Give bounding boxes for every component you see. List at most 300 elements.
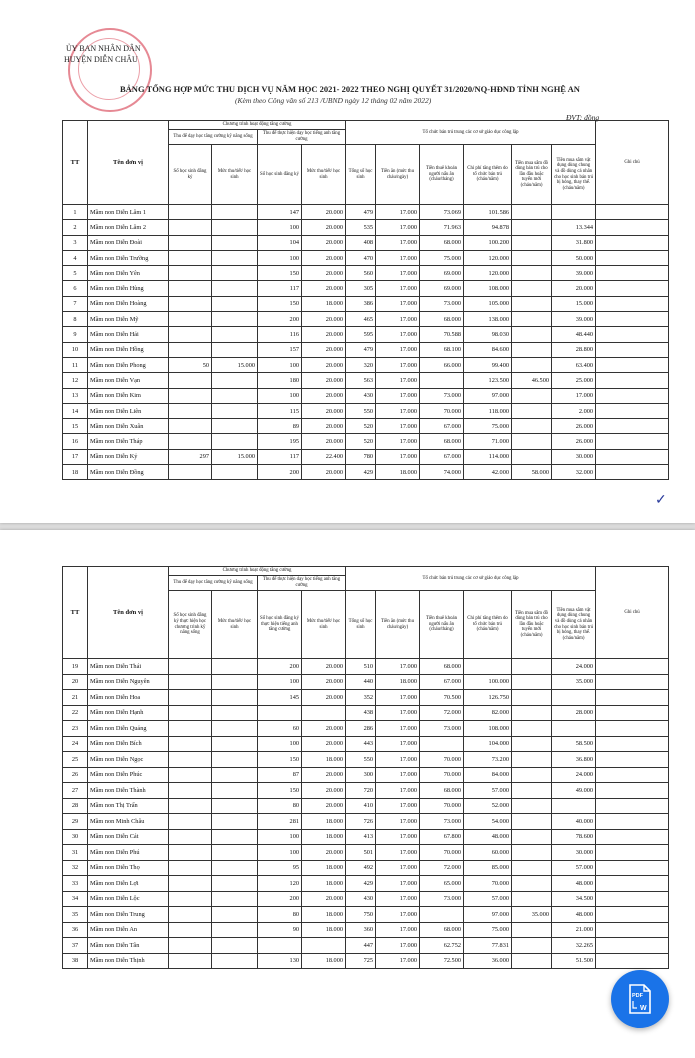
header-repair: Tiền mua sắm vật dụng dùng chung và đồ dùng cá nhân cho học sinh bán trú bị hỏng, thay thế. (cháu/năm) bbox=[552, 145, 596, 205]
cell-english-students bbox=[258, 705, 302, 721]
cell-skills-students bbox=[169, 659, 212, 675]
cell-boarding-cost: 42.000 bbox=[464, 465, 512, 480]
header-total-students: Tổng số học sinh bbox=[346, 145, 376, 205]
cell-school-name: Mầm non Diễn Đồng bbox=[88, 465, 169, 480]
cell-boarding-cost: 48.000 bbox=[464, 829, 512, 845]
cell-purchase-fee bbox=[512, 250, 552, 265]
cell-repair-fee: 21.000 bbox=[552, 922, 596, 938]
cell-skills-fee bbox=[212, 814, 258, 830]
cell-note bbox=[596, 814, 669, 830]
cell-note bbox=[596, 736, 669, 752]
cell-skills-students bbox=[169, 342, 212, 357]
cell-english-students: 180 bbox=[258, 373, 302, 388]
cell-boarding-cost: 57.000 bbox=[464, 783, 512, 799]
cell-cook-fee: 68.000 bbox=[420, 235, 464, 250]
table-row bbox=[63, 814, 669, 830]
cell-english-fee: 20.000 bbox=[302, 434, 346, 449]
cell-note bbox=[596, 845, 669, 861]
fee-table-page-1 bbox=[62, 120, 669, 480]
cell-purchase-fee bbox=[512, 357, 552, 372]
cell-english-fee: 20.000 bbox=[302, 690, 346, 706]
table-row bbox=[63, 296, 669, 311]
cell-total-students: 360 bbox=[346, 922, 376, 938]
cell-note bbox=[596, 907, 669, 923]
header-program-group: Chương trình hoạt động tăng cường bbox=[169, 567, 346, 576]
document-title: BẢNG TỔNG HỢP MỨC THU DỊCH VỤ NĂM HỌC 2021- 2022 THEO NGHỊ QUYẾT 31/2020/NQ-HĐND TỈNH NGHỆ AN bbox=[120, 84, 580, 94]
cell-repair-fee: 13.344 bbox=[552, 220, 596, 235]
cell-boarding-cost: 120.000 bbox=[464, 250, 512, 265]
cell-note bbox=[596, 783, 669, 799]
cell-row-number: 28 bbox=[63, 798, 88, 814]
cell-boarding-cost: 75.000 bbox=[464, 922, 512, 938]
header-boarding-group: Tổ chức bán trú trung các cơ sở giáo dục công lập bbox=[346, 567, 596, 591]
cell-meal-fee: 17.000 bbox=[376, 953, 420, 969]
cell-meal-fee: 17.000 bbox=[376, 659, 420, 675]
cell-school-name: Mầm non Diễn Liên bbox=[88, 403, 169, 418]
cell-meal-fee: 17.000 bbox=[376, 721, 420, 737]
cell-skills-fee bbox=[212, 659, 258, 675]
table-row bbox=[63, 845, 669, 861]
cell-note bbox=[596, 767, 669, 783]
header-reg-students-en: Số học sinh đăng ký bbox=[258, 145, 302, 205]
red-seal-stamp bbox=[68, 28, 152, 112]
table-row bbox=[63, 357, 669, 372]
cell-repair-fee: 48.440 bbox=[552, 327, 596, 342]
cell-school-name: Mầm non Diễn Thái bbox=[88, 659, 169, 675]
cell-english-students: 200 bbox=[258, 891, 302, 907]
table-row bbox=[63, 829, 669, 845]
cell-boarding-cost: 75.000 bbox=[464, 419, 512, 434]
cell-school-name: Mầm non Diễn Mỹ bbox=[88, 312, 169, 327]
cell-repair-fee: 63.400 bbox=[552, 357, 596, 372]
header-fee-per-student: Mức thu/tiết/ học sinh bbox=[212, 591, 258, 659]
cell-row-number: 2 bbox=[63, 220, 88, 235]
cell-purchase-fee bbox=[512, 953, 552, 969]
cell-english-students: 100 bbox=[258, 388, 302, 403]
cell-row-number: 35 bbox=[63, 907, 88, 923]
cell-skills-fee bbox=[212, 721, 258, 737]
cell-meal-fee: 17.000 bbox=[376, 357, 420, 372]
cell-meal-fee: 17.000 bbox=[376, 845, 420, 861]
cell-repair-fee: 32.265 bbox=[552, 938, 596, 954]
cell-total-students: 410 bbox=[346, 798, 376, 814]
cell-skills-students bbox=[169, 419, 212, 434]
cell-boarding-cost: 138.000 bbox=[464, 312, 512, 327]
table-row bbox=[63, 798, 669, 814]
cell-meal-fee: 17.000 bbox=[376, 296, 420, 311]
cell-school-name: Mầm non Diễn Vạn bbox=[88, 373, 169, 388]
cell-purchase-fee bbox=[512, 205, 552, 220]
cell-cook-fee: 70.000 bbox=[420, 403, 464, 418]
cell-boarding-cost: 71.000 bbox=[464, 434, 512, 449]
table-row bbox=[63, 235, 669, 250]
cell-total-students: 429 bbox=[346, 465, 376, 480]
cell-meal-fee: 17.000 bbox=[376, 891, 420, 907]
cell-boarding-cost: 100.200 bbox=[464, 235, 512, 250]
cell-repair-fee: 20.000 bbox=[552, 281, 596, 296]
cell-note bbox=[596, 938, 669, 954]
cell-cook-fee: 72.500 bbox=[420, 953, 464, 969]
cell-skills-students bbox=[169, 674, 212, 690]
cell-skills-students bbox=[169, 845, 212, 861]
cell-skills-fee bbox=[212, 845, 258, 861]
header-meal: Tiền ăn (mức thu cháu/ngày) bbox=[376, 591, 420, 659]
cell-cook-fee: 66.000 bbox=[420, 357, 464, 372]
cell-purchase-fee bbox=[512, 783, 552, 799]
cell-row-number: 17 bbox=[63, 449, 88, 464]
cell-school-name: Mầm non Diễn Lộc bbox=[88, 891, 169, 907]
cell-cook-fee: 70.588 bbox=[420, 327, 464, 342]
table-row bbox=[63, 876, 669, 892]
table-row bbox=[63, 922, 669, 938]
table-row bbox=[63, 938, 669, 954]
cell-skills-students bbox=[169, 403, 212, 418]
cell-english-fee: 20.000 bbox=[302, 767, 346, 783]
unit-label: ĐVT: đồng bbox=[566, 113, 600, 122]
cell-school-name: Mầm non Diễn Hoa bbox=[88, 690, 169, 706]
table-row bbox=[63, 953, 669, 969]
cell-repair-fee: 39.000 bbox=[552, 312, 596, 327]
cell-repair-fee: 2.000 bbox=[552, 403, 596, 418]
cell-cook-fee: 68.100 bbox=[420, 342, 464, 357]
cell-total-students: 300 bbox=[346, 767, 376, 783]
cell-total-students: 725 bbox=[346, 953, 376, 969]
cell-note bbox=[596, 312, 669, 327]
cell-english-fee: 18.000 bbox=[302, 922, 346, 938]
cell-school-name: Mầm non Minh Châu bbox=[88, 814, 169, 830]
cell-boarding-cost: 105.000 bbox=[464, 296, 512, 311]
cell-english-students: 117 bbox=[258, 449, 302, 464]
cell-skills-fee: 15.000 bbox=[212, 449, 258, 464]
cell-cook-fee bbox=[420, 373, 464, 388]
cell-row-number: 26 bbox=[63, 767, 88, 783]
table-row bbox=[63, 860, 669, 876]
cell-row-number: 30 bbox=[63, 829, 88, 845]
signature-mark: ✓ bbox=[655, 493, 667, 508]
cell-purchase-fee bbox=[512, 690, 552, 706]
cell-skills-students bbox=[169, 798, 212, 814]
cell-purchase-fee bbox=[512, 922, 552, 938]
cell-english-students: 150 bbox=[258, 752, 302, 768]
cell-english-students: 100 bbox=[258, 674, 302, 690]
cell-skills-students: 297 bbox=[169, 449, 212, 464]
cell-row-number: 21 bbox=[63, 690, 88, 706]
cell-english-fee: 20.000 bbox=[302, 736, 346, 752]
header-note: Ghi chú bbox=[596, 121, 669, 205]
cell-meal-fee: 18.000 bbox=[376, 465, 420, 480]
cell-skills-students bbox=[169, 814, 212, 830]
cell-meal-fee: 17.000 bbox=[376, 829, 420, 845]
cell-boarding-cost: 85.000 bbox=[464, 860, 512, 876]
cell-total-students: 726 bbox=[346, 814, 376, 830]
cell-boarding-cost: 94.878 bbox=[464, 220, 512, 235]
cell-school-name: Mầm non Diễn Bích bbox=[88, 736, 169, 752]
cell-repair-fee: 24.000 bbox=[552, 767, 596, 783]
cell-skills-students bbox=[169, 860, 212, 876]
cell-total-students: 443 bbox=[346, 736, 376, 752]
cell-purchase-fee bbox=[512, 266, 552, 281]
cell-school-name: Mầm non Diễn Quảng bbox=[88, 721, 169, 737]
cell-repair-fee: 31.800 bbox=[552, 235, 596, 250]
cell-repair-fee: 30.000 bbox=[552, 449, 596, 464]
cell-meal-fee: 17.000 bbox=[376, 281, 420, 296]
cell-repair-fee: 26.000 bbox=[552, 434, 596, 449]
cell-note bbox=[596, 434, 669, 449]
cell-school-name: Mầm non Diễn Thành bbox=[88, 783, 169, 799]
header-tt: TT bbox=[63, 567, 88, 659]
cell-boarding-cost: 108.000 bbox=[464, 281, 512, 296]
cell-purchase-fee bbox=[512, 876, 552, 892]
cell-meal-fee: 17.000 bbox=[376, 419, 420, 434]
cell-english-fee: 20.000 bbox=[302, 235, 346, 250]
cell-row-number: 31 bbox=[63, 845, 88, 861]
cell-cook-fee: 65.000 bbox=[420, 876, 464, 892]
cell-cook-fee: 70.500 bbox=[420, 690, 464, 706]
cell-repair-fee: 28.800 bbox=[552, 342, 596, 357]
cell-skills-fee bbox=[212, 938, 258, 954]
cell-boarding-cost: 99.400 bbox=[464, 357, 512, 372]
cell-row-number: 6 bbox=[63, 281, 88, 296]
table-row bbox=[63, 674, 669, 690]
fee-table-page-2 bbox=[62, 566, 669, 969]
cell-meal-fee: 17.000 bbox=[376, 736, 420, 752]
cell-cook-fee bbox=[420, 736, 464, 752]
table-row bbox=[63, 907, 669, 923]
cell-school-name: Mầm non Thị Trấn bbox=[88, 798, 169, 814]
cell-school-name: Mầm non Diễn Hùng bbox=[88, 281, 169, 296]
cell-cook-fee: 68.000 bbox=[420, 783, 464, 799]
header-cook: Tiền thuê khoán người nấu ăn (cháu/tháng) bbox=[420, 145, 464, 205]
cell-total-students: 413 bbox=[346, 829, 376, 845]
cell-school-name: Mầm non Diễn Đoài bbox=[88, 235, 169, 250]
cell-english-students: 100 bbox=[258, 250, 302, 265]
cell-meal-fee: 18.000 bbox=[376, 674, 420, 690]
cell-row-number: 37 bbox=[63, 938, 88, 954]
cell-row-number: 16 bbox=[63, 434, 88, 449]
cell-english-fee bbox=[302, 705, 346, 721]
cell-skills-students bbox=[169, 938, 212, 954]
cell-row-number: 23 bbox=[63, 721, 88, 737]
cell-boarding-cost: 97.000 bbox=[464, 907, 512, 923]
cell-english-students: 89 bbox=[258, 419, 302, 434]
cell-skills-students bbox=[169, 891, 212, 907]
cell-row-number: 29 bbox=[63, 814, 88, 830]
document-page-1 bbox=[0, 0, 695, 523]
cell-repair-fee: 28.000 bbox=[552, 705, 596, 721]
cell-repair-fee: 36.800 bbox=[552, 752, 596, 768]
cell-row-number: 33 bbox=[63, 876, 88, 892]
cell-note bbox=[596, 876, 669, 892]
table-row bbox=[63, 690, 669, 706]
cell-repair-fee: 58.500 bbox=[552, 736, 596, 752]
cell-english-fee: 18.000 bbox=[302, 829, 346, 845]
header-equipment: Chi phí tăng thêm do tổ chức bán trú (cháu/năm) bbox=[464, 145, 512, 205]
cell-boarding-cost: 100.000 bbox=[464, 674, 512, 690]
cell-school-name: Mầm non Diễn Phú bbox=[88, 845, 169, 861]
cell-english-students: 115 bbox=[258, 403, 302, 418]
cell-english-fee: 18.000 bbox=[302, 860, 346, 876]
table-row bbox=[63, 659, 669, 675]
cell-english-students: 100 bbox=[258, 845, 302, 861]
cell-purchase-fee bbox=[512, 705, 552, 721]
header-enhanced-group: Thu để thực hiện dạy học tiếng anh tăng cường bbox=[258, 130, 346, 145]
cell-repair-fee: 39.000 bbox=[552, 266, 596, 281]
cell-purchase-fee bbox=[512, 419, 552, 434]
cell-skills-students bbox=[169, 953, 212, 969]
cell-purchase-fee bbox=[512, 296, 552, 311]
cell-english-students: 200 bbox=[258, 312, 302, 327]
header-name: Tên đơn vị bbox=[88, 121, 169, 205]
cell-english-students: 80 bbox=[258, 907, 302, 923]
cell-meal-fee: 17.000 bbox=[376, 783, 420, 799]
cell-skills-fee bbox=[212, 752, 258, 768]
cell-skills-fee bbox=[212, 266, 258, 281]
header-purchase: Tiền mua sắm đồ dùng bán trú cho lần đầu hoặc tuyển mới (cháu/năm) bbox=[512, 591, 552, 659]
cell-skills-fee bbox=[212, 876, 258, 892]
table-row bbox=[63, 419, 669, 434]
cell-row-number: 11 bbox=[63, 357, 88, 372]
table-row bbox=[63, 736, 669, 752]
cell-note bbox=[596, 250, 669, 265]
cell-boarding-cost: 54.000 bbox=[464, 814, 512, 830]
cell-english-fee: 20.000 bbox=[302, 891, 346, 907]
cell-skills-students bbox=[169, 388, 212, 403]
cell-english-fee: 18.000 bbox=[302, 752, 346, 768]
cell-meal-fee: 17.000 bbox=[376, 690, 420, 706]
cell-skills-fee bbox=[212, 342, 258, 357]
cell-english-fee: 18.000 bbox=[302, 907, 346, 923]
cell-total-students: 560 bbox=[346, 266, 376, 281]
cell-school-name: Mầm non Diễn Lâm 2 bbox=[88, 220, 169, 235]
cell-english-fee: 20.000 bbox=[302, 327, 346, 342]
header-total-students: Tổng số học sinh bbox=[346, 591, 376, 659]
cell-english-fee: 20.000 bbox=[302, 674, 346, 690]
cell-repair-fee: 49.000 bbox=[552, 783, 596, 799]
pdf-to-word-button[interactable] bbox=[611, 970, 669, 1028]
cell-note bbox=[596, 235, 669, 250]
table-row bbox=[63, 327, 669, 342]
cell-meal-fee: 17.000 bbox=[376, 373, 420, 388]
cell-skills-students bbox=[169, 465, 212, 480]
cell-purchase-fee bbox=[512, 860, 552, 876]
cell-meal-fee: 17.000 bbox=[376, 342, 420, 357]
cell-total-students: 440 bbox=[346, 674, 376, 690]
cell-english-students: 104 bbox=[258, 235, 302, 250]
cell-repair-fee: 17.000 bbox=[552, 388, 596, 403]
cell-skills-students bbox=[169, 205, 212, 220]
cell-school-name: Mầm non Diễn Phong bbox=[88, 357, 169, 372]
cell-skills-fee bbox=[212, 907, 258, 923]
table-row bbox=[63, 312, 669, 327]
cell-meal-fee: 17.000 bbox=[376, 798, 420, 814]
cell-note bbox=[596, 296, 669, 311]
cell-purchase-fee bbox=[512, 798, 552, 814]
cell-boarding-cost: 120.000 bbox=[464, 266, 512, 281]
table-row bbox=[63, 250, 669, 265]
cell-purchase-fee bbox=[512, 342, 552, 357]
table-row bbox=[63, 403, 669, 418]
cell-english-students: 281 bbox=[258, 814, 302, 830]
cell-repair-fee: 48.000 bbox=[552, 907, 596, 923]
cell-total-students: 550 bbox=[346, 403, 376, 418]
cell-meal-fee: 17.000 bbox=[376, 705, 420, 721]
cell-english-students bbox=[258, 938, 302, 954]
table-row bbox=[63, 266, 669, 281]
cell-repair-fee: 30.000 bbox=[552, 845, 596, 861]
cell-purchase-fee bbox=[512, 752, 552, 768]
cell-english-fee: 20.000 bbox=[302, 312, 346, 327]
cell-row-number: 20 bbox=[63, 674, 88, 690]
cell-school-name: Mầm non Diễn Kim bbox=[88, 388, 169, 403]
cell-meal-fee: 17.000 bbox=[376, 403, 420, 418]
cell-skills-fee bbox=[212, 373, 258, 388]
table-row bbox=[63, 705, 669, 721]
cell-skills-fee bbox=[212, 465, 258, 480]
cell-skills-students: 50 bbox=[169, 357, 212, 372]
cell-skills-fee bbox=[212, 690, 258, 706]
cell-school-name: Mầm non Diễn Kỷ bbox=[88, 449, 169, 464]
cell-school-name: Mầm non Diễn Thọ bbox=[88, 860, 169, 876]
header-repair: Tiền mua sắm vật dụng dùng chung và đồ dùng cá nhân cho học sinh bán trú bị hỏng, thay thế. (cháu/năm) bbox=[552, 591, 596, 659]
cell-note bbox=[596, 220, 669, 235]
cell-boarding-cost: 98.030 bbox=[464, 327, 512, 342]
cell-cook-fee: 67.000 bbox=[420, 674, 464, 690]
cell-repair-fee: 78.600 bbox=[552, 829, 596, 845]
cell-total-students: 470 bbox=[346, 250, 376, 265]
cell-repair-fee: 24.000 bbox=[552, 659, 596, 675]
cell-note bbox=[596, 403, 669, 418]
cell-english-students: 200 bbox=[258, 659, 302, 675]
cell-purchase-fee bbox=[512, 312, 552, 327]
cell-repair-fee: 50.000 bbox=[552, 250, 596, 265]
cell-english-students: 130 bbox=[258, 953, 302, 969]
cell-skills-students bbox=[169, 829, 212, 845]
cell-english-fee: 20.000 bbox=[302, 281, 346, 296]
header-program-group: Chương trình hoạt động tăng cường bbox=[169, 121, 346, 130]
cell-english-fee: 20.000 bbox=[302, 342, 346, 357]
cell-purchase-fee bbox=[512, 281, 552, 296]
cell-purchase-fee bbox=[512, 403, 552, 418]
header-reg-students: Số học sinh đăng ký bbox=[169, 145, 212, 205]
cell-repair-fee: 15.000 bbox=[552, 296, 596, 311]
cell-purchase-fee bbox=[512, 659, 552, 675]
cell-row-number: 10 bbox=[63, 342, 88, 357]
pdf-badge-text: PDF bbox=[632, 993, 643, 999]
cell-school-name: Mầm non Diễn Xuân bbox=[88, 419, 169, 434]
cell-row-number: 9 bbox=[63, 327, 88, 342]
cell-meal-fee: 17.000 bbox=[376, 220, 420, 235]
cell-repair-fee bbox=[552, 205, 596, 220]
table-body-page-2 bbox=[63, 659, 669, 969]
cell-english-students: 100 bbox=[258, 357, 302, 372]
cell-school-name: Mầm non Diễn Tháp bbox=[88, 434, 169, 449]
cell-note bbox=[596, 342, 669, 357]
header-note: Ghi chú bbox=[596, 567, 669, 659]
cell-purchase-fee: 58.000 bbox=[512, 465, 552, 480]
cell-row-number: 22 bbox=[63, 705, 88, 721]
cell-cook-fee: 71.963 bbox=[420, 220, 464, 235]
cell-english-fee bbox=[302, 938, 346, 954]
cell-english-fee: 20.000 bbox=[302, 220, 346, 235]
cell-row-number: 1 bbox=[63, 205, 88, 220]
cell-skills-fee bbox=[212, 783, 258, 799]
header-purchase: Tiền mua sắm đồ dùng bán trú cho lần đầu hoặc tuyển mới (cháu/năm) bbox=[512, 145, 552, 205]
cell-total-students: 720 bbox=[346, 783, 376, 799]
cell-boarding-cost: 60.000 bbox=[464, 845, 512, 861]
table-row bbox=[63, 342, 669, 357]
cell-row-number: 27 bbox=[63, 783, 88, 799]
cell-cook-fee: 68.000 bbox=[420, 922, 464, 938]
